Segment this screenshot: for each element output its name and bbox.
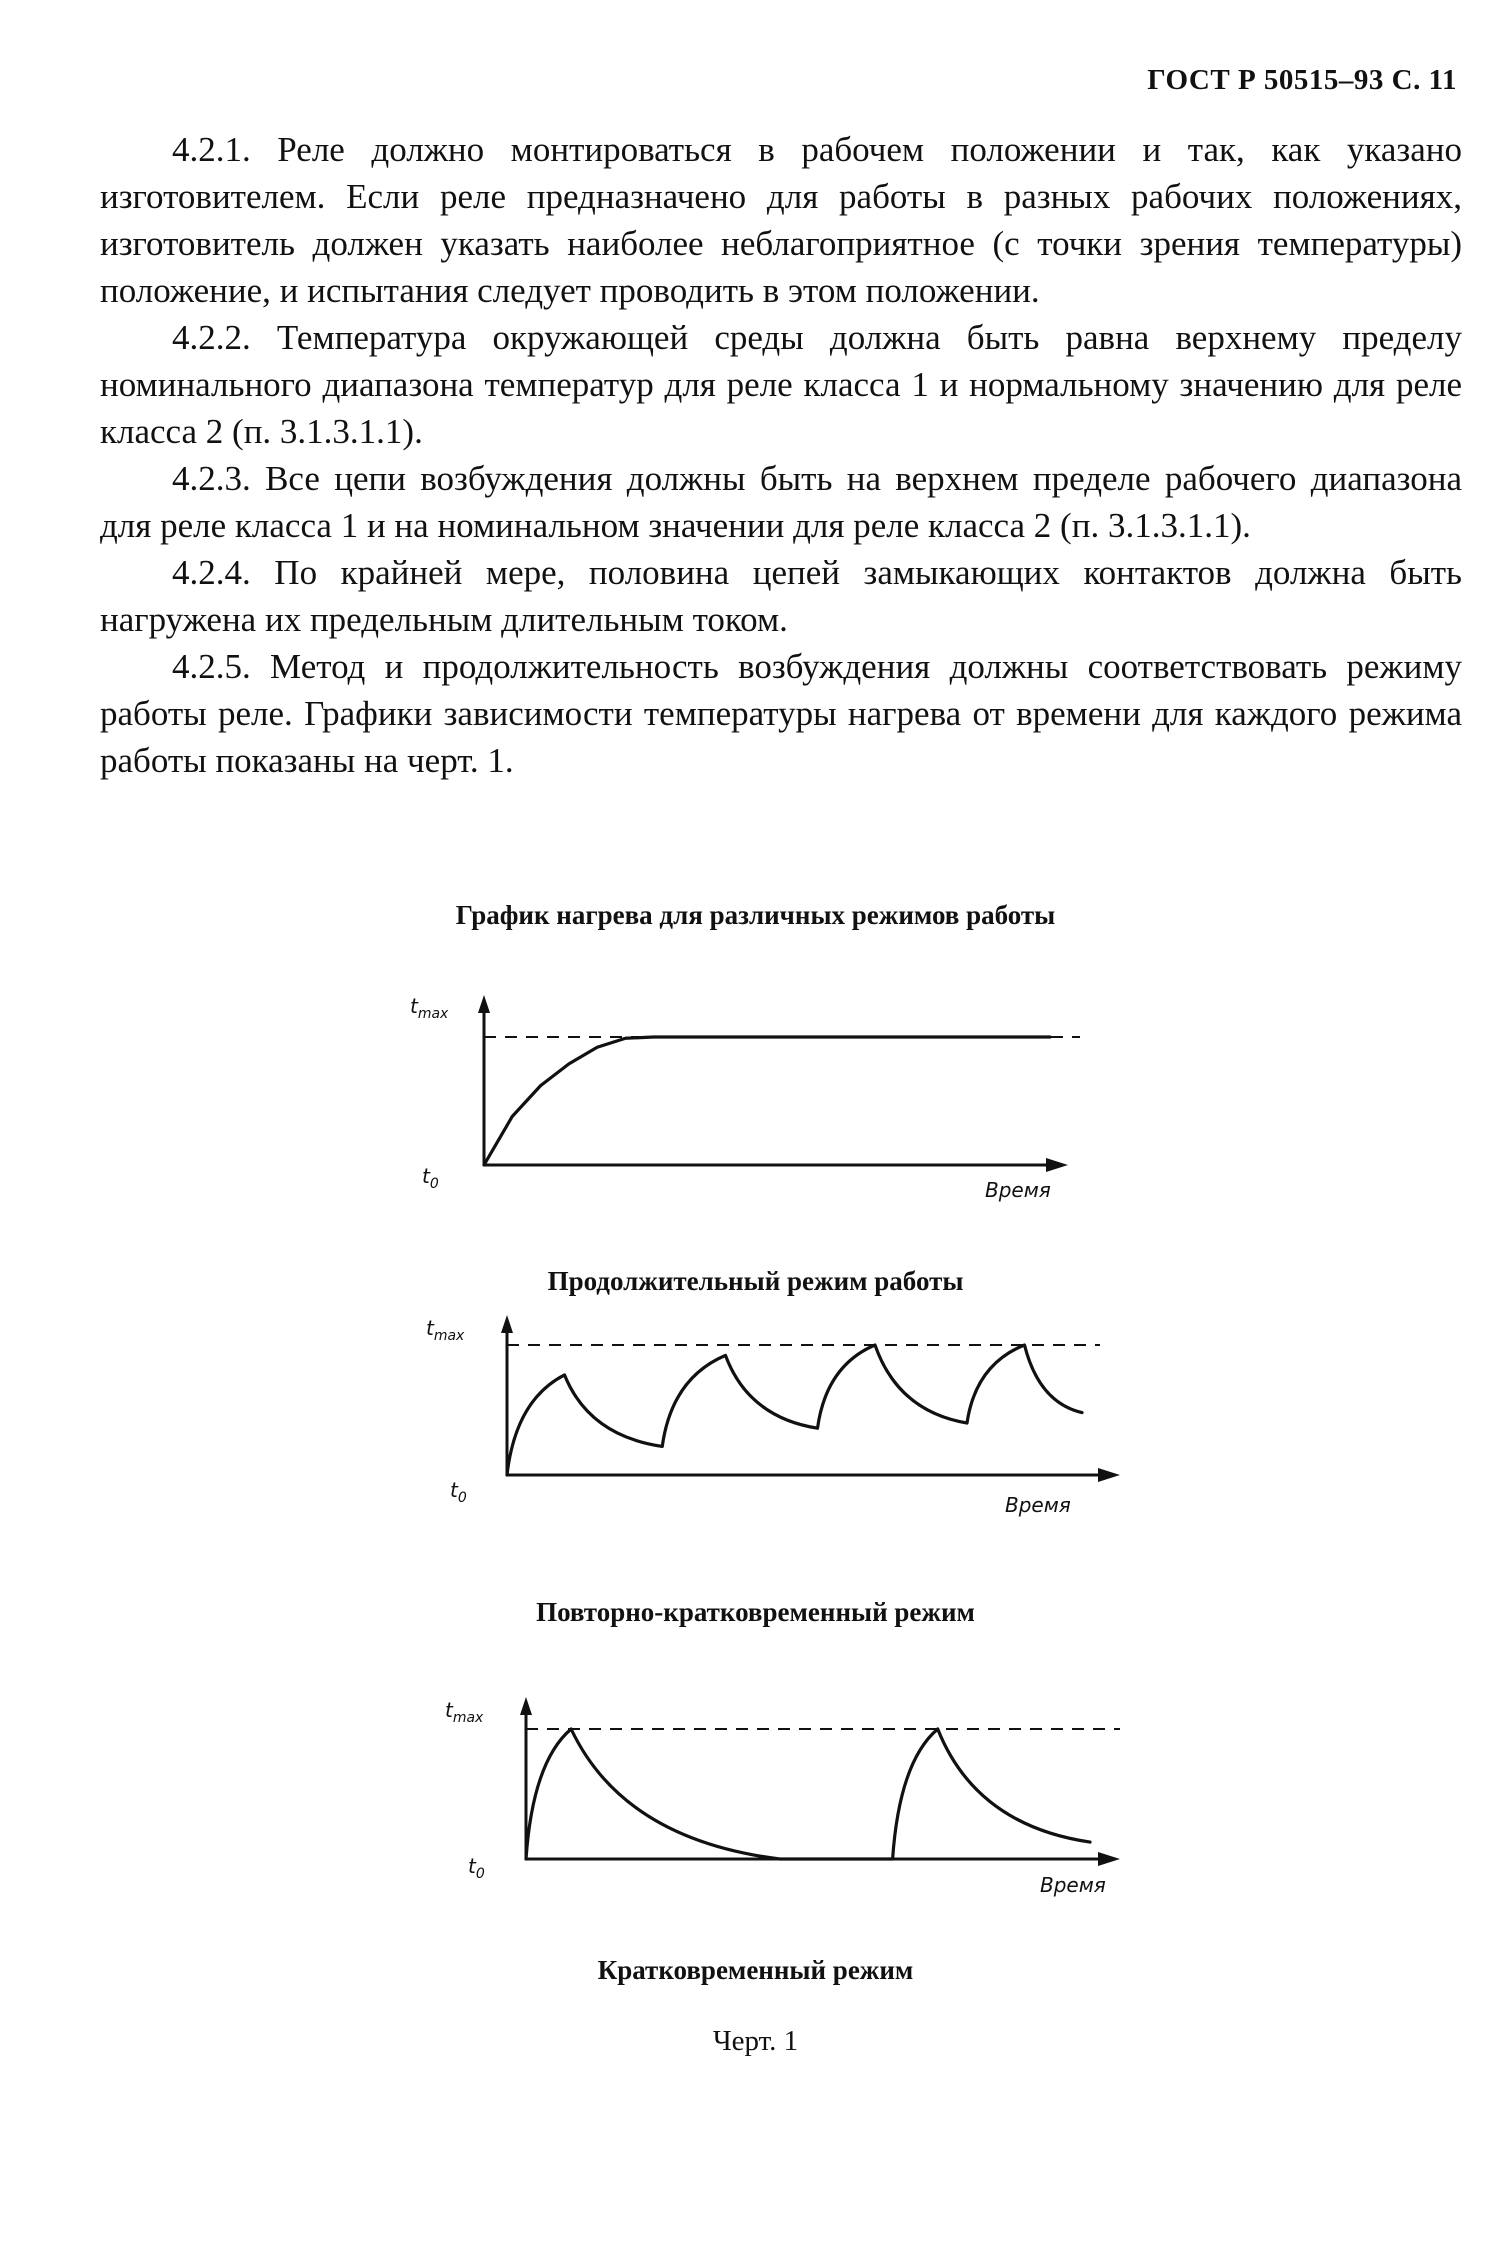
- x-axis-arrow-icon: [1098, 1852, 1120, 1866]
- graph-continuous-duty: [400, 985, 1100, 1225]
- x-axis-arrow-icon: [1046, 1158, 1068, 1172]
- body-text: [100, 126, 1462, 784]
- time-axis-label: Время: [1005, 1493, 1071, 1517]
- paragraph-4-2-4: 4.2.4. По крайней мере, половина цепей замыкающих контактов должна быть нагружена их предельным длительным током.: [100, 553, 1462, 639]
- graph-short-time-duty: [440, 1685, 1140, 1900]
- figure-title: График нагрева для различных режимов работы: [455, 900, 1056, 930]
- paragraph-4-2-3: 4.2.3. Все цепи возбуждения должны быть на верхнем пределе рабочего диапазона для реле класса 1 и на номинальном значении для реле класса 2 (п. 3.1.3.1.1).: [100, 459, 1462, 545]
- graph-intermittent-duty: [420, 1315, 1120, 1535]
- tmax-label: $t_{max}$: [426, 1316, 465, 1344]
- page-header: ГОСТ Р 50515–93 С. 11: [1147, 64, 1457, 96]
- figure-caption: Черт. 1: [712, 2025, 799, 2057]
- tmax-label: $t_{max}$: [445, 1698, 484, 1726]
- chart-3-title: Кратковременный режим: [597, 1955, 914, 1985]
- time-axis-label: Время: [1040, 1873, 1106, 1897]
- t0-label: $t_0$: [422, 1164, 439, 1192]
- chart-2-title: Повторно-кратковременный режим: [536, 1597, 975, 1627]
- x-axis-arrow-icon: [1098, 1468, 1120, 1482]
- t0-label: $t_0$: [450, 1478, 467, 1506]
- tmax-label: $t_{max}$: [410, 994, 449, 1022]
- heating-curve: [526, 1729, 1090, 1859]
- y-axis-arrow-icon: [501, 1315, 513, 1333]
- paragraph-4-2-2: 4.2.2. Температура окружающей среды должна быть равна верхнему пределу номинального диапазона температур для реле класса 1 и нормальному значению для реле класса 2 (п. 3.1.3.1.1).: [100, 318, 1462, 451]
- y-axis-arrow-icon: [520, 1697, 532, 1715]
- y-axis-arrow-icon: [478, 995, 490, 1013]
- chart-1-title: Продолжительный режим работы: [547, 1266, 964, 1296]
- paragraph-4-2-1: 4.2.1. Реле должно монтироваться в рабочем положении и так, как указано изготовителем. Если реле предназначено для работы в разных рабочих положениях, изготовитель должен указать наиболее неблагоприятное (с точки зрения температуры) положение, и испытания следует проводить в этом положении.: [100, 130, 1462, 310]
- heating-curve: [484, 1037, 1050, 1165]
- heating-curve: [507, 1345, 1082, 1475]
- paragraph-4-2-5: 4.2.5. Метод и продолжительность возбуждения должны соответствовать режиму работы реле. Графики зависимости температуры нагрева от времени для каждого режима работы показаны на черт. 1.: [100, 647, 1462, 780]
- t0-label: $t_0$: [468, 1854, 485, 1882]
- time-axis-label: Время: [985, 1178, 1051, 1202]
